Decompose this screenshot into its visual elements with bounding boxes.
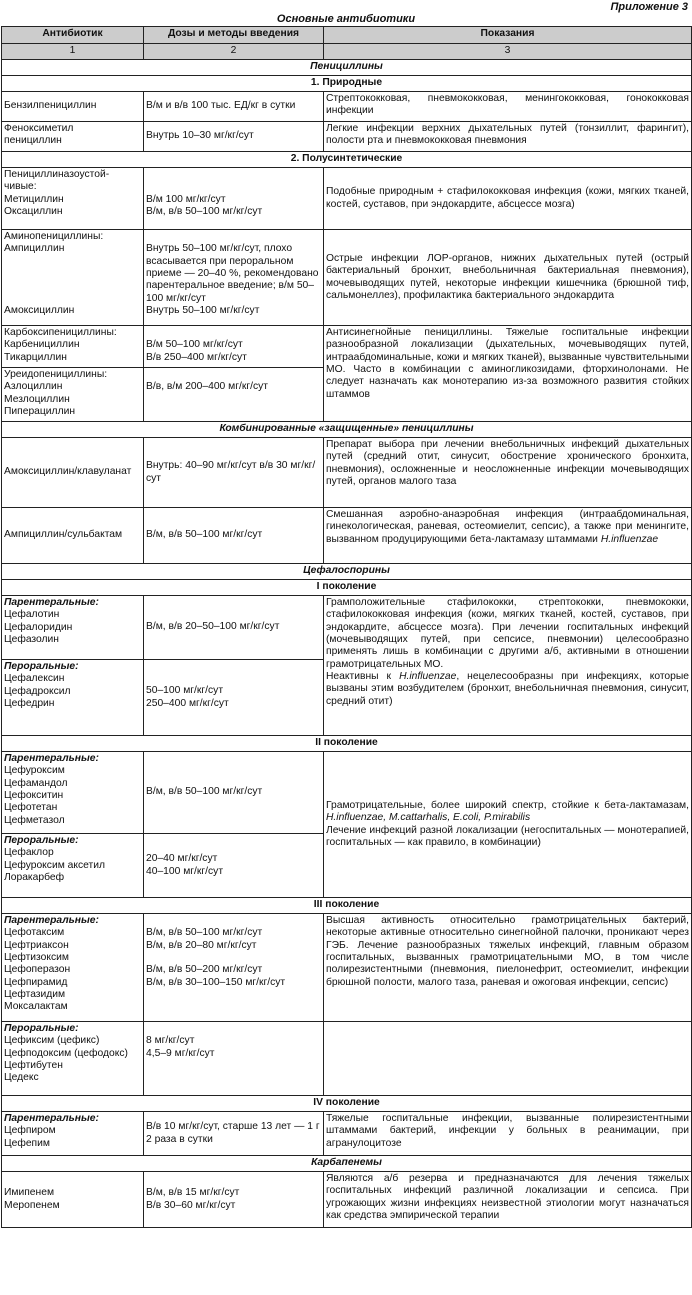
subsection-semisynthetic: 2. Полусинтетические xyxy=(2,152,692,168)
drug-dose: В/м и в/в 100 тыс. ЕД/кг в сутки xyxy=(144,92,324,122)
drug-name: Парентеральные: Цефотаксим Цефтриаксон Цефтизоксим Цефоперазон Цефпирамид Цефтазидим Моксалактам xyxy=(2,914,144,1022)
table-row xyxy=(2,230,692,326)
section-penicillins: Пенициллины xyxy=(2,60,692,76)
header-row xyxy=(2,27,692,44)
table-row xyxy=(2,752,692,834)
subsection-gen1: I поколение xyxy=(2,580,692,596)
drug-indications: Стрептококковая, пневмококковая, менингококковая, гонококковая инфекции xyxy=(324,92,692,122)
subsection-gen4: IV поколение xyxy=(2,1096,692,1112)
drug-name: Парентеральные: Цефалотин Цефалоридин Цефазолин xyxy=(2,596,144,660)
subsection-protected: Комбинированные «защищенные» пенициллины xyxy=(2,422,692,438)
drug-name: Пероральные: Цефалексин Цефадроксил Цефедрин xyxy=(2,660,144,736)
col-number-3: 3 xyxy=(324,44,692,60)
table-row xyxy=(2,168,692,230)
table-row xyxy=(2,508,692,564)
drug-indications: Грамотрицательные, более широкий спектр, стойкие к бета-лактамазам, H.influenzae, M.cattarhalis, E.coli, P.mirabilis Лечение инфекций разной локализации (негоспитальных — монотерапией, госпитальных — как правило, в комбинации) xyxy=(324,752,692,898)
drug-dose: 50–100 мг/кг/сут 250–400 мг/кг/сут xyxy=(144,660,324,736)
drug-dose: Внутрь 10–30 мг/кг/сут xyxy=(144,122,324,152)
drug-dose: В/м, в/в 50–100 мг/кг/сут xyxy=(144,508,324,564)
header-indications: Показания xyxy=(324,27,692,44)
drug-name: Парентеральные: Цефуроксим Цефамандол Цефокситин Цефотетан Цефметазол xyxy=(2,752,144,834)
drug-indications: Легкие инфекции верхних дыхательных путей (тонзиллит, фарингит), полости рта и пневмококковая пневмония xyxy=(324,122,692,152)
drug-name: Амоксициллин/клавуланат xyxy=(2,438,144,508)
drug-indications: Смешанная аэробно-анаэробная инфекция (интраабдоминальная, гинекологическая, раневая, остеомиелит, сепсис), а также при менингите, вызванном продуцирующими бета-лактамазу штаммами H.influenzae xyxy=(324,508,692,564)
column-number-row xyxy=(2,44,692,60)
subsection-natural: 1. Природные xyxy=(2,76,692,92)
table-caption: Основные антибиотики xyxy=(276,13,416,25)
section-carbapenems: Карбапенемы xyxy=(2,1156,692,1172)
drug-indications-empty xyxy=(324,1022,692,1096)
subsection-gen2: II поколение xyxy=(2,736,692,752)
table-row xyxy=(2,914,692,1022)
col-number-1: 1 xyxy=(2,44,144,60)
drug-dose: В/в 10 мг/кг/сут, старше 13 лет — 1 г 2 раза в сутки xyxy=(144,1112,324,1156)
drug-name: Феноксиметил пенициллин xyxy=(2,122,144,152)
table-row xyxy=(2,1172,692,1228)
header-dose: Дозы и методы введения xyxy=(144,27,324,44)
table-row xyxy=(2,596,692,660)
drug-dose: Внутрь 50–100 мг/кг/сут, плохо всасывается при пероральном приеме — 20–40 %, рекомендовано парентеральное введение; в/м 50–100 мг/кг/сут Внутрь 50–100 мг/кг/сут xyxy=(144,230,324,326)
drug-name: Ампициллин/сульбактам xyxy=(2,508,144,564)
drug-indications: Высшая активность относительно грамотрицательных бактерий, некоторые активные относительно синегнойной палочки, проникают через ГЭБ. Лечение разнообразных тяжелых инфекций, главным образом госпитальных, вызванных грамотрицательными МО, в том числе полирезистентными (пневмония, пиелонефрит, остеомиелит, инфекции брюшной полости, малого таза, раневая и ожоговая инфекции, сепсис) xyxy=(324,914,692,1022)
drug-indications: Тяжелые госпитальные инфекции, вызванные полирезистентными штаммами бактерий, инфекции у больных в реанимации, при агранулоцитозе xyxy=(324,1112,692,1156)
table-row xyxy=(2,92,692,122)
drug-dose: В/м, в/в 50–100 мг/кг/сут В/м, в/в 20–80 мг/кг/сут В/м, в/в 50–200 мг/кг/сут В/м, в/в 30–100–150 мг/кг/сут xyxy=(144,914,324,1022)
drug-dose: В/м, в/в 50–100 мг/кг/сут xyxy=(144,752,324,834)
antibiotics-table xyxy=(1,26,692,1228)
drug-indications: Препарат выбора при лечении внебольничных инфекций дыхательных путей (средний отит, синусит, обострение хронического бронхита, пневмония), осложненные и неосложненные инфекции мочевыводящих путей, органов малого таза xyxy=(324,438,692,508)
drug-name: Парентеральные: Цефпиром Цефепим xyxy=(2,1112,144,1156)
drug-dose: 20–40 мг/кг/сут 40–100 мг/кг/сут xyxy=(144,834,324,898)
table-row xyxy=(2,438,692,508)
drug-name: Пероральные: Цефиксим (цефикс) Цефподоксим (цефодокс) Цефтибутен Цедекс xyxy=(2,1022,144,1096)
drug-indications: Подобные природным + стафилококковая инфекция (кожи, мягких тканей, костей, суставов, при эндокардите, абсцессе мозга) xyxy=(324,168,692,230)
col-number-2: 2 xyxy=(144,44,324,60)
drug-dose: Внутрь: 40–90 мг/кг/сут в/в 30 мг/кг/сут xyxy=(144,438,324,508)
drug-dose: В/в, в/м 200–400 мг/кг/сут xyxy=(144,368,324,422)
drug-name: Карбоксипенициллины: Карбенициллин Тикарциллин xyxy=(2,326,144,368)
drug-indications: Острые инфекции ЛОР-органов, нижних дыхательных путей (острый бактериальный бронхит, внебольничная бактериальная пневмония), мочевыводящих путей, некоторые инфекции кишечника (брюшной тиф, сальмонеллез), профилактика бактериального эндокардита xyxy=(324,230,692,326)
drug-name: Уреидопенициллины: Азлоциллин Мезлоциллин Пиперациллин xyxy=(2,368,144,422)
drug-dose: В/м, в/в 15 мг/кг/сут В/в 30–60 мг/кг/сут xyxy=(144,1172,324,1228)
subsection-gen3: III поколение xyxy=(2,898,692,914)
drug-indications: Антисинегнойные пенициллины. Тяжелые госпитальные инфекции разнообразной локализации (дыхательных, мочевыводящих путей, интраабдоминальные, кожи и мягких тканей), вызванные чувствительными МО. Часто в комбинации с аминогликозидами, фторхинолонами. Не следует назначать как монотерапию из-за возможного развития стойких штаммов xyxy=(324,326,692,422)
table-row xyxy=(2,1022,692,1096)
drug-dose: В/м, в/в 20–50–100 мг/кг/сут xyxy=(144,596,324,660)
section-cephalosporins: Цефалоспорины xyxy=(2,564,692,580)
table-row xyxy=(2,1112,692,1156)
drug-dose: 8 мг/кг/сут 4,5–9 мг/кг/сут xyxy=(144,1022,324,1096)
drug-dose: В/м 50–100 мг/кг/сут В/в 250–400 мг/кг/сут xyxy=(144,326,324,368)
drug-name: Аминопенициллины: Ампициллин Амоксициллин xyxy=(2,230,144,326)
appendix-label: Приложение 3 xyxy=(610,1,688,13)
drug-name: Бензилпенициллин xyxy=(2,92,144,122)
header-antibiotic: Антибиотик xyxy=(2,27,144,44)
drug-name: Пероральные: Цефаклор Цефуроксим аксетил Лоракарбеф xyxy=(2,834,144,898)
drug-indications: Являются а/б резерва и предназначаются для лечения тяжелых госпитальных инфекций различной локализации и сепсиса. При угрожающих жизни инфекциях неизвестной этиологии могут назначаться как средства эмпирической терапии xyxy=(324,1172,692,1228)
table-row xyxy=(2,122,692,152)
drug-indications: Грамположительные стафилококки, стрептококки, пневмококки, стафилококковая инфекция (кожи, мягких тканей, костей, суставов, при эндокардите, абсцессе мозга). При лечении госпитальных инфекций (мочевыводящих путей, при сепсисе, пневмонии) целесообразно применять лишь в комбинации с другими а/б, активными в отношении грамотрицательных МО. Неактивны к H.influenzae, нецелесообразны при инфекциях, которые вызваны этим возбудителем (бронхит, внебольничная пневмония, синусит, средний отит) xyxy=(324,596,692,736)
table-row xyxy=(2,326,692,368)
drug-name: Пенициллиназоустой- чивые: Метициллин Оксациллин xyxy=(2,168,144,230)
drug-name: Имипенем Меропенем xyxy=(2,1172,144,1228)
drug-dose: В/м 100 мг/кг/сут В/м, в/в 50–100 мг/кг/сут xyxy=(144,168,324,230)
